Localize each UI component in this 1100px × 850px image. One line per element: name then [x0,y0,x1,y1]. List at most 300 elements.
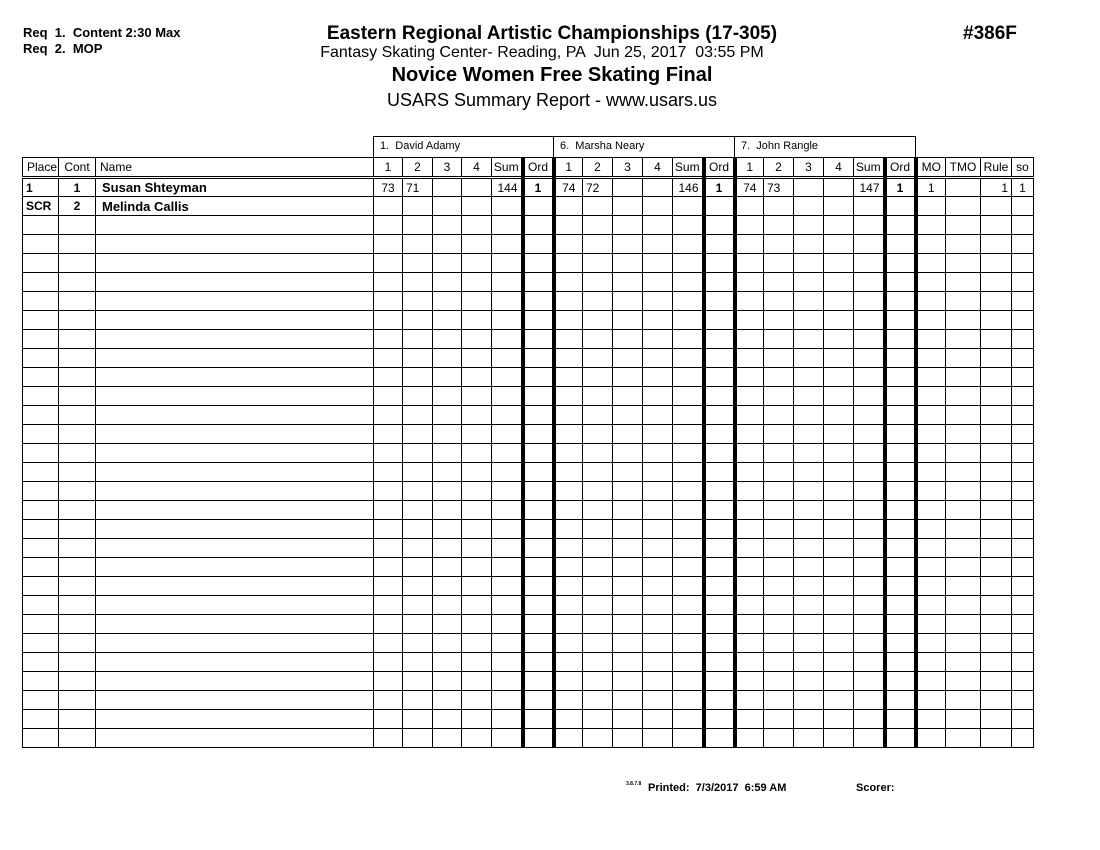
empty-cell [96,501,374,520]
empty-cell [554,672,583,691]
empty-cell [824,615,854,634]
empty-cell [885,558,916,577]
empty-cell [704,273,735,292]
empty-cell [794,311,824,330]
empty-cell [854,387,885,406]
empty-cell [824,387,854,406]
empty-cell [374,387,403,406]
empty-cell [554,273,583,292]
empty-cell [704,387,735,406]
empty-cell [824,672,854,691]
header-place: Place [23,158,59,178]
empty-cell [583,425,613,444]
empty-cell [523,615,554,634]
empty-cell [673,406,704,425]
empty-cell [764,558,794,577]
empty-cell [794,710,824,729]
empty-cell [824,539,854,558]
empty-cell [916,463,946,482]
empty-cell [23,653,59,672]
empty-cell [916,691,946,710]
empty-cell [764,368,794,387]
empty-cell [403,520,433,539]
empty-cell [673,672,704,691]
empty-cell [403,615,433,634]
empty-cell [462,368,492,387]
empty-cell [946,539,981,558]
empty-cell [613,368,643,387]
empty-cell [374,235,403,254]
empty-cell [1012,672,1034,691]
empty-cell [885,672,916,691]
empty-cell [59,558,96,577]
empty-cell [735,539,764,558]
empty-cell [492,539,523,558]
empty-cell [885,539,916,558]
empty-cell [643,444,673,463]
empty-cell [916,387,946,406]
empty-cell [1012,368,1034,387]
empty-cell [735,710,764,729]
empty-cell [673,368,704,387]
empty-cell [23,216,59,235]
j1-header-3: 3 [433,158,462,178]
empty-cell [613,558,643,577]
empty-cell [673,444,704,463]
empty-cell [704,577,735,596]
empty-cell [794,292,824,311]
empty-cell [673,577,704,596]
empty-cell [613,463,643,482]
empty-cell [735,425,764,444]
empty-cell [59,273,96,292]
empty-cell [96,463,374,482]
empty-cell [59,596,96,615]
empty-cell [673,254,704,273]
empty-cell [981,710,1012,729]
empty-cell [946,691,981,710]
empty-cell [492,634,523,653]
empty-cell [916,425,946,444]
empty-cell [981,216,1012,235]
empty-cell [794,539,824,558]
empty-cell [462,425,492,444]
empty-cell [613,539,643,558]
empty-cell [523,558,554,577]
empty-cell [643,330,673,349]
empty-cell [764,349,794,368]
empty-cell [1012,729,1034,748]
competition-title: Eastern Regional Artistic Championships (17-305) [326,23,778,44]
empty-cell [96,539,374,558]
empty-cell [374,273,403,292]
empty-cell [981,539,1012,558]
empty-cell [735,615,764,634]
empty-cell [916,444,946,463]
empty-cell [854,596,885,615]
empty-cell [23,349,59,368]
empty-cell [764,216,794,235]
empty-cell [1012,463,1034,482]
empty-cell [643,216,673,235]
empty-table-row [23,615,1034,634]
empty-cell [523,539,554,558]
empty-cell [492,273,523,292]
empty-cell [403,387,433,406]
empty-cell [374,330,403,349]
empty-cell [374,254,403,273]
empty-cell [673,349,704,368]
empty-cell [735,292,764,311]
j1-score-3 [433,197,462,216]
empty-cell [981,672,1012,691]
empty-cell [23,482,59,501]
header-rule: Rule [981,158,1012,178]
empty-cell [643,349,673,368]
empty-cell [885,273,916,292]
empty-cell [824,349,854,368]
j2-sum [673,197,704,216]
empty-cell [824,729,854,748]
empty-cell [764,387,794,406]
empty-cell [704,729,735,748]
empty-cell [764,596,794,615]
empty-cell [673,482,704,501]
empty-cell [96,254,374,273]
empty-cell [433,273,462,292]
empty-cell [643,254,673,273]
empty-cell [916,501,946,520]
empty-cell [492,235,523,254]
empty-cell [96,520,374,539]
results-table [22,157,1034,748]
empty-cell [946,615,981,634]
empty-cell [946,729,981,748]
empty-cell [583,539,613,558]
empty-cell [673,463,704,482]
judge-header-2: 6. Marsha Neary [553,136,735,157]
empty-cell [643,634,673,653]
empty-cell [23,539,59,558]
empty-cell [946,634,981,653]
empty-cell [704,216,735,235]
empty-cell [583,710,613,729]
empty-cell [704,615,735,634]
empty-cell [433,558,462,577]
empty-cell [492,330,523,349]
empty-cell [673,539,704,558]
empty-cell [96,672,374,691]
empty-cell [583,615,613,634]
j2-ord: 1 [704,178,735,197]
empty-cell [704,691,735,710]
empty-cell [613,273,643,292]
empty-cell [613,615,643,634]
judge-header-3: 7. John Rangle [734,136,916,157]
j3-sum [854,197,885,216]
empty-cell [59,425,96,444]
empty-cell [764,729,794,748]
empty-cell [403,254,433,273]
empty-cell [403,368,433,387]
empty-cell [433,501,462,520]
empty-cell [403,216,433,235]
empty-cell [23,444,59,463]
mo-cell [916,197,946,216]
empty-cell [794,216,824,235]
empty-cell [854,425,885,444]
empty-cell [735,254,764,273]
empty-cell [492,482,523,501]
empty-cell [764,501,794,520]
empty-cell [854,368,885,387]
j3-score-4 [824,197,854,216]
empty-cell [613,444,643,463]
empty-cell [946,368,981,387]
empty-cell [613,501,643,520]
empty-cell [946,216,981,235]
j3-score-1: 74 [735,178,764,197]
empty-cell [1012,254,1034,273]
empty-cell [824,634,854,653]
j3-sum: 147 [854,178,885,197]
empty-cell [794,368,824,387]
empty-cell [981,444,1012,463]
empty-cell [916,406,946,425]
empty-cell [704,254,735,273]
empty-cell [403,463,433,482]
empty-table-row [23,254,1034,273]
empty-cell [916,672,946,691]
empty-cell [794,577,824,596]
empty-cell [885,482,916,501]
empty-cell [59,463,96,482]
empty-cell [492,729,523,748]
j3-header-3: 3 [794,158,824,178]
empty-table-row [23,482,1034,501]
empty-cell [981,254,1012,273]
j2-score-1: 74 [554,178,583,197]
empty-cell [374,710,403,729]
empty-cell [554,425,583,444]
empty-cell [433,710,462,729]
empty-cell [374,425,403,444]
empty-cell [981,406,1012,425]
empty-cell [1012,691,1034,710]
empty-cell [613,520,643,539]
empty-cell [764,691,794,710]
empty-cell [764,653,794,672]
empty-cell [554,482,583,501]
empty-cell [583,330,613,349]
empty-cell [583,216,613,235]
empty-cell [916,577,946,596]
mo-cell: 1 [916,178,946,197]
empty-cell [433,482,462,501]
empty-cell [794,615,824,634]
empty-cell [916,368,946,387]
empty-cell [403,672,433,691]
empty-table-row [23,577,1034,596]
empty-cell [433,216,462,235]
empty-table-row [23,672,1034,691]
j2-score-4 [643,197,673,216]
empty-cell [462,615,492,634]
empty-cell [704,463,735,482]
empty-cell [403,729,433,748]
empty-cell [59,311,96,330]
empty-cell [643,501,673,520]
empty-cell [673,292,704,311]
empty-cell [554,235,583,254]
header-name: Name [96,158,374,178]
empty-cell [23,330,59,349]
so-cell [1012,197,1034,216]
j2-score-3 [613,197,643,216]
empty-cell [981,520,1012,539]
empty-cell [462,406,492,425]
empty-cell [583,292,613,311]
j1-sum [492,197,523,216]
empty-cell [946,235,981,254]
empty-cell [643,311,673,330]
empty-cell [643,406,673,425]
empty-cell [946,653,981,672]
empty-cell [885,425,916,444]
empty-cell [492,615,523,634]
empty-cell [583,387,613,406]
empty-cell [981,368,1012,387]
report-title: USARS Summary Report - www.usars.us [386,90,718,110]
empty-cell [794,235,824,254]
empty-cell [946,577,981,596]
empty-cell [59,672,96,691]
empty-cell [374,558,403,577]
empty-cell [704,425,735,444]
table-row [23,197,1034,216]
empty-cell [854,349,885,368]
empty-cell [23,710,59,729]
empty-cell [643,482,673,501]
empty-cell [96,729,374,748]
empty-cell [433,596,462,615]
empty-cell [96,330,374,349]
empty-cell [854,444,885,463]
empty-cell [794,520,824,539]
empty-cell [643,729,673,748]
empty-cell [492,653,523,672]
empty-cell [554,729,583,748]
empty-cell [462,254,492,273]
empty-cell [462,349,492,368]
empty-cell [824,653,854,672]
empty-cell [23,634,59,653]
empty-cell [403,311,433,330]
empty-table-row [23,596,1034,615]
j3-ord [885,197,916,216]
empty-table-row [23,292,1034,311]
empty-cell [764,577,794,596]
empty-cell [554,463,583,482]
empty-cell [704,672,735,691]
empty-cell [854,729,885,748]
empty-cell [794,349,824,368]
empty-cell [946,425,981,444]
empty-cell [885,311,916,330]
empty-cell [673,691,704,710]
empty-cell [523,596,554,615]
empty-cell [433,653,462,672]
empty-cell [23,311,59,330]
empty-cell [735,273,764,292]
empty-cell [59,729,96,748]
empty-cell [523,387,554,406]
empty-cell [643,463,673,482]
empty-cell [59,577,96,596]
empty-cell [23,729,59,748]
empty-cell [583,463,613,482]
empty-table-row [23,558,1034,577]
empty-cell [433,672,462,691]
empty-cell [59,254,96,273]
table-row [23,178,1034,197]
empty-cell [23,501,59,520]
empty-cell [374,615,403,634]
empty-cell [981,330,1012,349]
empty-cell [916,235,946,254]
empty-cell [462,558,492,577]
empty-cell [735,444,764,463]
empty-cell [1012,235,1034,254]
empty-cell [462,577,492,596]
cont-cell: 1 [59,178,96,197]
empty-cell [462,653,492,672]
empty-cell [946,273,981,292]
empty-cell [643,577,673,596]
empty-cell [885,254,916,273]
empty-cell [764,463,794,482]
empty-cell [794,482,824,501]
empty-cell [673,634,704,653]
so-cell: 1 [1012,178,1034,197]
empty-cell [433,577,462,596]
empty-cell [403,482,433,501]
empty-cell [735,672,764,691]
empty-cell [523,634,554,653]
empty-cell [59,501,96,520]
empty-cell [981,463,1012,482]
empty-cell [523,292,554,311]
empty-cell [794,387,824,406]
empty-cell [854,539,885,558]
empty-cell [794,406,824,425]
empty-cell [492,520,523,539]
empty-cell [824,482,854,501]
empty-cell [492,387,523,406]
version-label: 3.8.7.8 [626,781,642,787]
empty-cell [673,387,704,406]
empty-cell [403,444,433,463]
empty-cell [374,501,403,520]
empty-cell [462,672,492,691]
empty-cell [492,710,523,729]
empty-cell [824,216,854,235]
empty-cell [492,577,523,596]
j1-score-4 [462,178,492,197]
empty-cell [523,425,554,444]
empty-cell [854,216,885,235]
empty-cell [824,577,854,596]
